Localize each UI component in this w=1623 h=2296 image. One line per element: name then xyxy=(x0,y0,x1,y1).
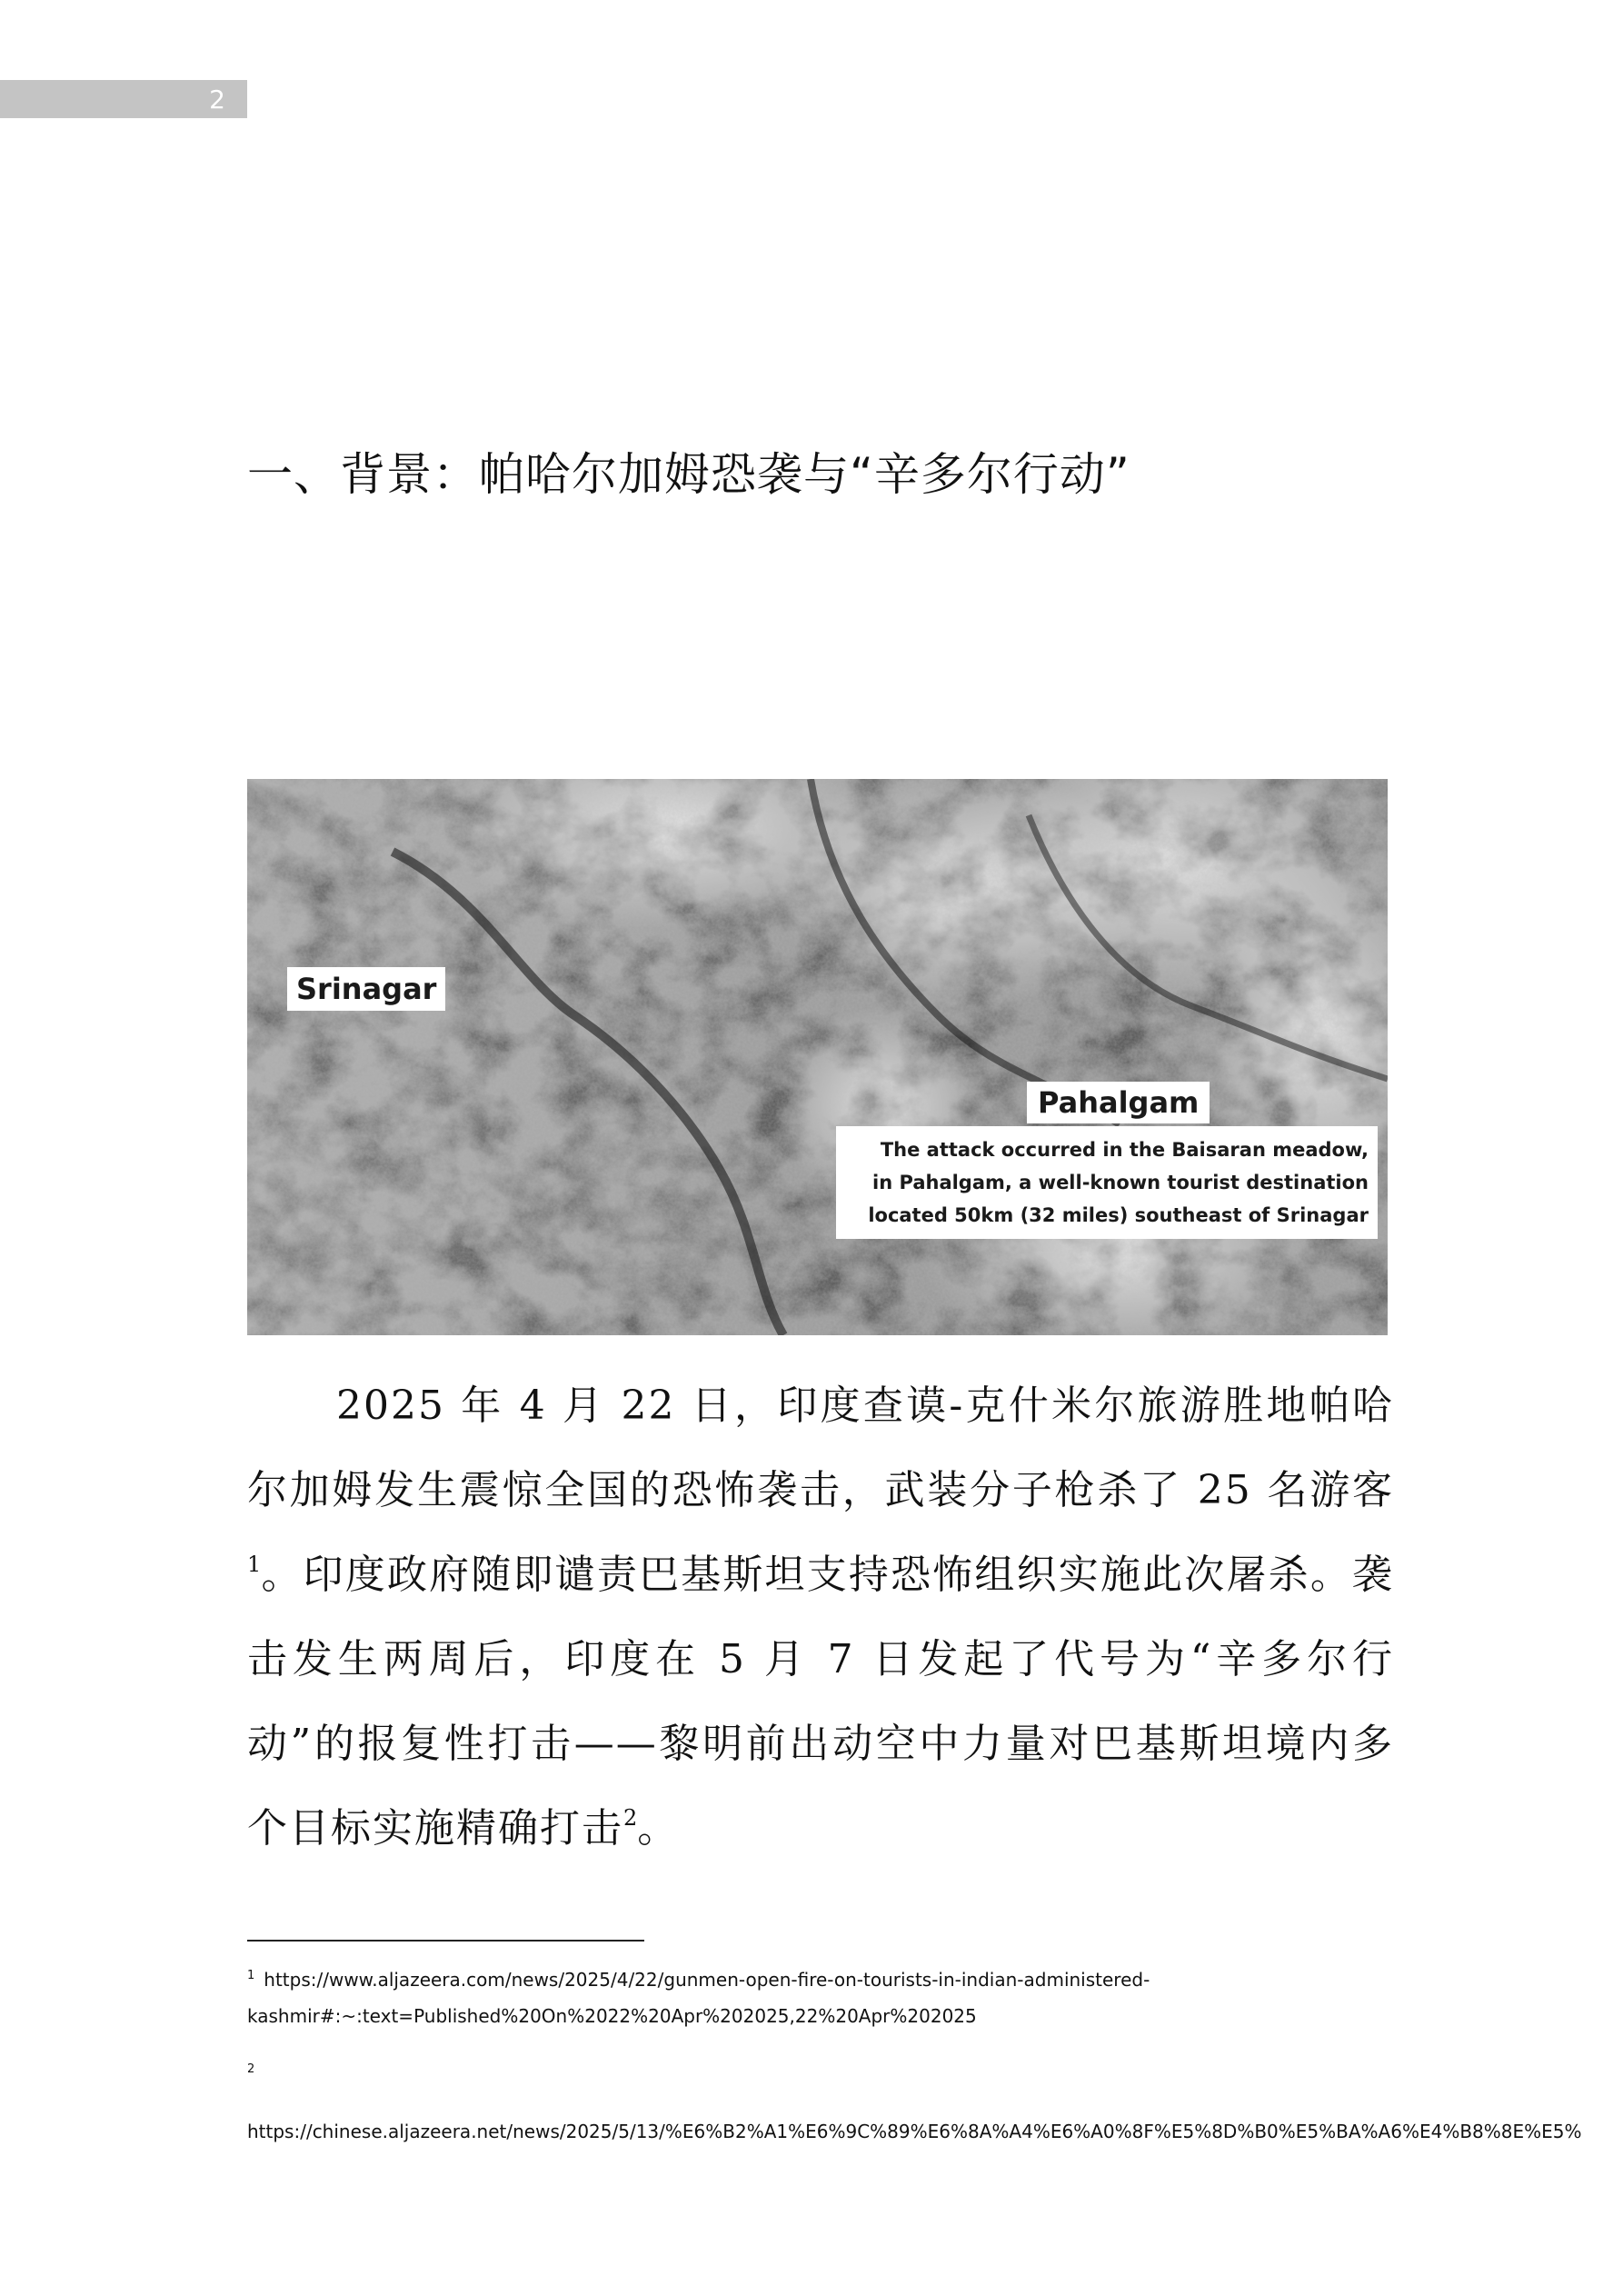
page-number-tab xyxy=(0,80,247,118)
section-heading: 一、背景：帕哈尔加姆恐袭与“辛多尔行动” xyxy=(247,448,1130,501)
body-text-part: 。印度政府随即谴责巴基斯坦支持恐怖组织实施此次屠杀。袭击发生两周后，印度在 5 月 7 日发起了代号为“辛多尔行动”的报复性打击——黎明前出动空中力量对巴基斯坦境内多个目标实施精确打击 xyxy=(247,1552,1394,1852)
map-caption-line: The attack occurred in the Baisaran meadow, xyxy=(880,1139,1369,1161)
map-caption-line: in Pahalgam, a well-known tourist destination xyxy=(872,1172,1369,1193)
footnote-2 xyxy=(247,2044,1582,2161)
map-caption-box xyxy=(836,1126,1378,1239)
body-paragraph xyxy=(247,1363,1394,1871)
body-text-part: 。 xyxy=(637,1805,680,1852)
footnote-1 xyxy=(247,1962,1429,2034)
satellite-map-figure xyxy=(247,779,1388,1335)
footnote-divider xyxy=(247,1940,644,1942)
body-text-part: 2025 年 4 月 22 日，印度查谟-克什米尔旅游胜地帕哈尔加姆发生震惊全国的恐怖袭击，武装分子枪杀了 25 名游客 xyxy=(247,1383,1394,1513)
footnote-ref-2[interactable]: 2 xyxy=(623,1805,638,1831)
footnote-number: 2 xyxy=(247,2062,255,2076)
footnote-url-line[interactable]: https://www.aljazeera.com/news/2025/4/22/gunmen-open-fire-on-tourists-in-indian-administered- xyxy=(264,1969,1150,1991)
footnote-number: 1 xyxy=(247,1969,255,1982)
srinagar-label: Srinagar xyxy=(287,967,445,1011)
footnote-ref-1[interactable]: 1 xyxy=(247,1552,262,1577)
footnote-url-line[interactable]: kashmir#:~:text=Published%20On%2022%20Apr%202025,22%20Apr%202025 xyxy=(247,2005,977,2027)
map-caption-line: located 50km (32 miles) southeast of Srinagar xyxy=(868,1204,1369,1226)
footnote-url-link[interactable] xyxy=(247,1969,1429,2034)
page-number: 2 xyxy=(209,84,225,115)
footnote-url-line[interactable]: https://chinese.aljazeera.net/news/2025/5/13/%E6%B2%A1%E6%9C%89%E6%8A%A4%E6%A0%8F%E5%8D%B0%E5%BA%A6%E4%B8%8E%E5% xyxy=(247,2121,1582,2142)
pahalgam-label: Pahalgam xyxy=(1027,1082,1210,1123)
satellite-terrain-image xyxy=(247,779,1388,1335)
